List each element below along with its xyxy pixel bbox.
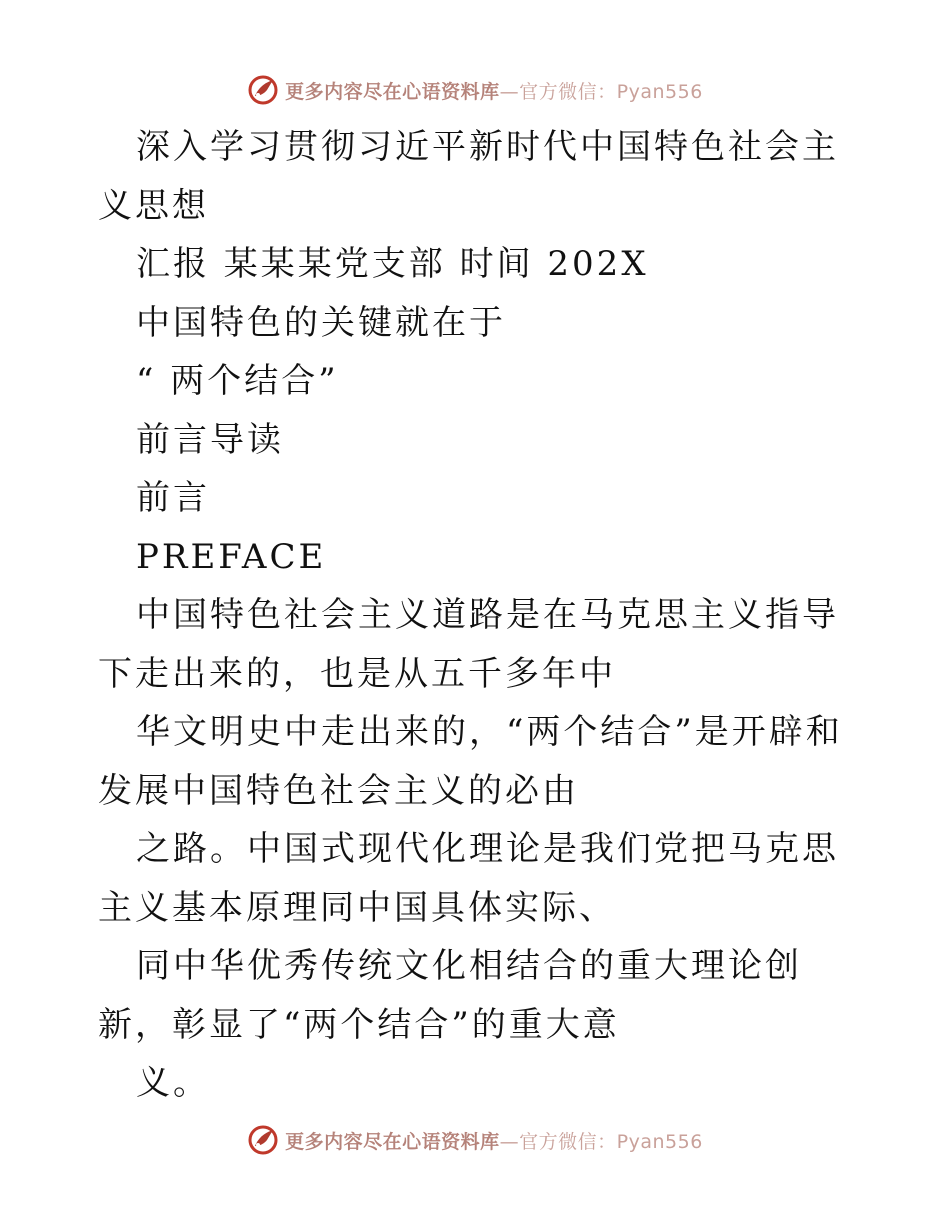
watermark-rest: —官方微信：Pyan556: [499, 80, 703, 103]
document-body: [98, 118, 868, 1113]
body-paragraph: 义。: [136, 1063, 210, 1103]
watermark-footer: [0, 1120, 950, 1160]
watermark-site: 更多内容尽在心语资料库: [285, 80, 500, 103]
doc-title: 深入学习贯彻习近平新时代中国特色社会主义思想: [98, 127, 839, 226]
subtitle-line-2: “ 两个结合”: [136, 361, 339, 401]
watermark-header: [0, 70, 950, 110]
preface-english: PREFACE: [136, 536, 327, 577]
body-paragraph: 中国特色社会主义道路是在马克思主义指导下走出来的，也是从五千多年中: [98, 595, 839, 694]
brush-logo-icon: [247, 74, 279, 106]
body-paragraph: 同中华优秀传统文化相结合的重大理论创新，彰显了“两个结合”的重大意: [98, 946, 802, 1045]
report-info: 汇报 某某某党支部 时间 202X: [136, 244, 649, 284]
watermark-rest: —官方微信：Pyan556: [499, 1130, 703, 1153]
section-heading: 前言导读: [136, 419, 284, 460]
body-paragraph: 华文明史中走出来的，“两个结合”是开辟和发展中国特色社会主义的必由: [98, 712, 843, 811]
watermark-text: [285, 1127, 703, 1154]
preface-heading: 前言: [136, 478, 210, 518]
brush-logo-icon: [247, 1124, 279, 1156]
watermark-text: [285, 77, 703, 104]
watermark-site: 更多内容尽在心语资料库: [285, 1130, 500, 1153]
subtitle-line-1: 中国特色的关键就在于: [136, 302, 506, 343]
body-paragraph: 之路。中国式现代化理论是我们党把马克思主义基本原理同中国具体实际、: [98, 829, 839, 928]
